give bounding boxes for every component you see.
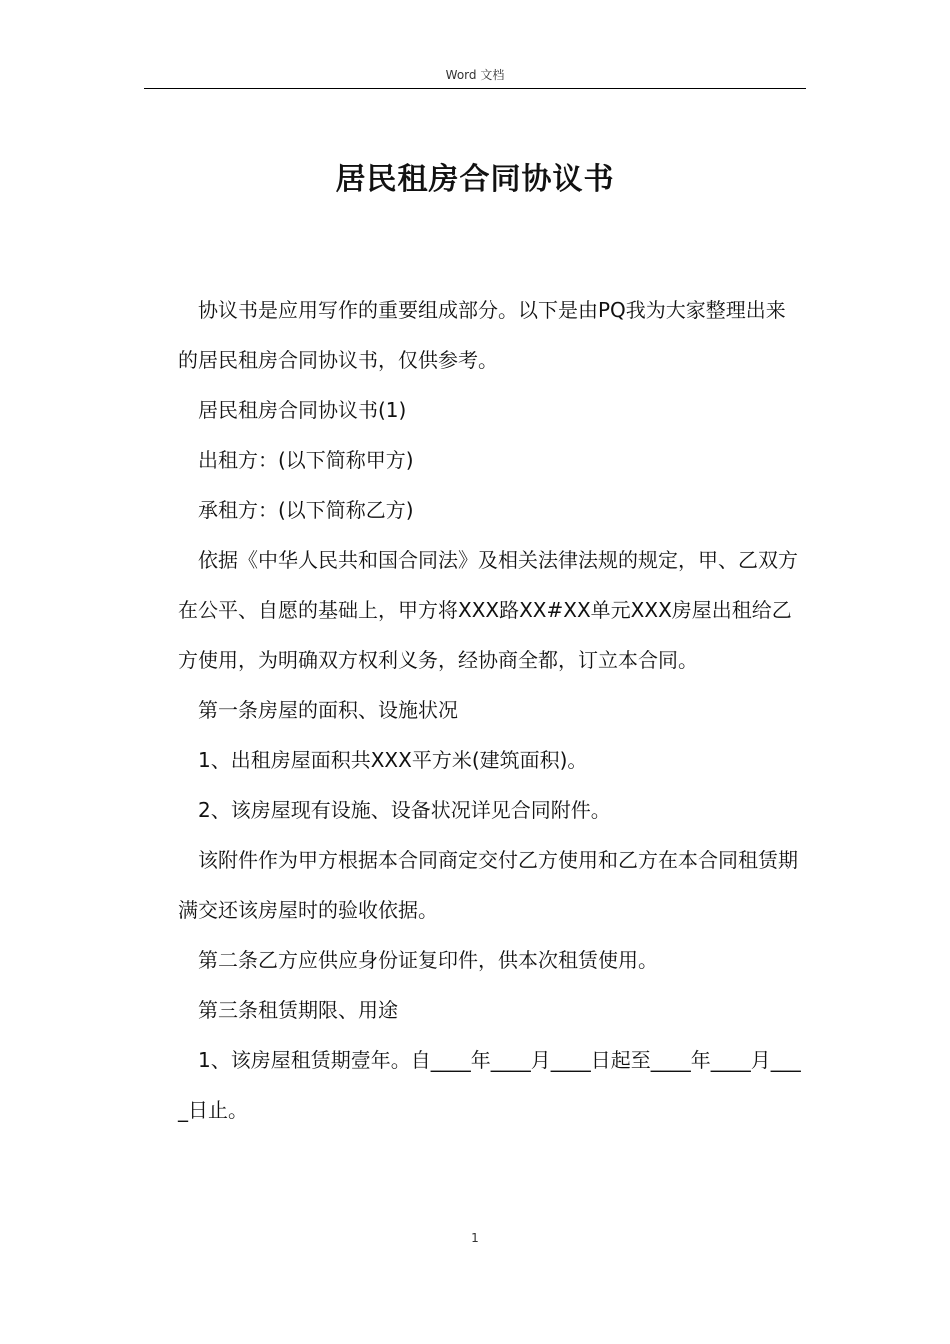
paragraph-subtitle: 居民租房合同协议书(1) <box>198 398 407 422</box>
document-body <box>178 285 804 1135</box>
page-number: 1 <box>471 1231 479 1245</box>
paragraph-lease-term: 1、该房屋租赁期壹年。自____年____月____日起至____年____月____日止。 <box>178 1048 801 1122</box>
paragraph-article-2: 第二条乙方应供应身份证复印件，供本次租赁使用。 <box>198 948 658 972</box>
paragraph-article-3: 第三条租赁期限、用途 <box>198 998 398 1022</box>
paragraph-intro: 协议书是应用写作的重要组成部分。以下是由PQ我为大家整理出来的居民租房合同协议书，仅供参考。 <box>178 298 786 372</box>
paragraph-article-1: 第一条房屋的面积、设施状况 <box>198 698 458 722</box>
paragraph-area: 1、出租房屋面积共XXX平方米(建筑面积)。 <box>198 748 588 772</box>
paragraph-facilities: 2、该房屋现有设施、设备状况详见合同附件。 <box>198 798 611 822</box>
document-title: 居民租房合同协议书 <box>335 162 615 197</box>
header-divider <box>144 88 806 89</box>
paragraph-lessor: 出租方：(以下简称甲方) <box>198 448 414 472</box>
page-header: Word 文档 <box>445 68 505 82</box>
paragraph-lessee: 承租方：(以下简称乙方) <box>198 498 414 522</box>
paragraph-attachment: 该附件作为甲方根据本合同商定交付乙方使用和乙方在本合同租赁期满交还该房屋时的验收依据。 <box>178 848 798 922</box>
paragraph-legal-basis: 依据《中华人民共和国合同法》及相关法律法规的规定，甲、乙双方在公平、自愿的基础上，甲方将XXX路XX#XX单元XXX房屋出租给乙方使用，为明确双方权利义务，经协商全都，订立本合同。 <box>178 548 798 672</box>
